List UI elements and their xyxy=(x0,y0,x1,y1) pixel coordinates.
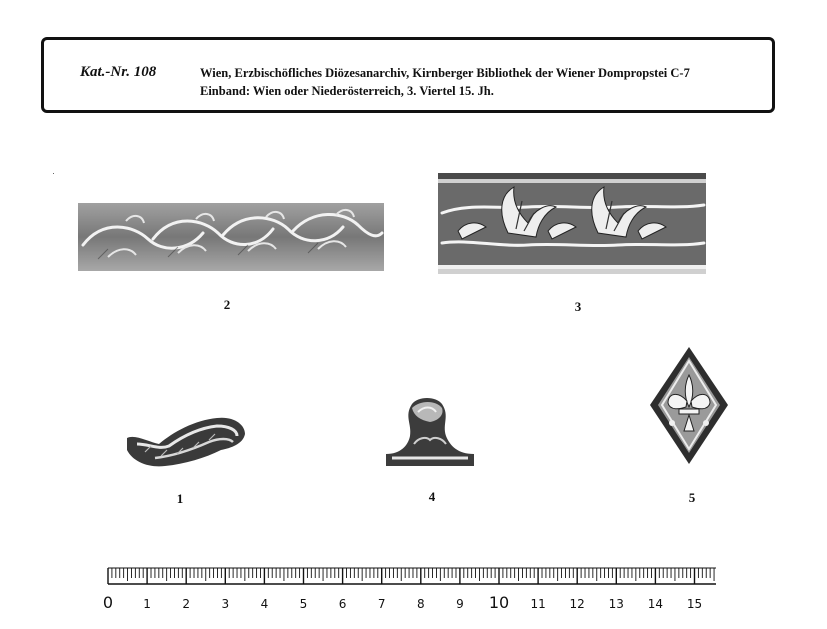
ruler-label: 14 xyxy=(647,597,664,611)
stamp-2-label: 2 xyxy=(223,297,231,312)
stamp-1-label: 1 xyxy=(176,491,184,506)
ruler-label: 3 xyxy=(221,597,230,611)
ruler-label: 12 xyxy=(569,597,585,611)
ruler-label: 10 xyxy=(488,593,510,612)
ruler-scale xyxy=(104,566,720,616)
catalog-number: Kat.-Nr. 108 xyxy=(80,64,157,80)
ruler-label: 2 xyxy=(182,597,191,611)
ruler-label: 5 xyxy=(299,597,308,611)
ruler-label: 6 xyxy=(338,597,347,611)
stamp-3-image xyxy=(438,173,706,274)
ruler-label: 0 xyxy=(102,593,114,612)
ruler-label: 1 xyxy=(143,597,151,611)
ruler-label: 11 xyxy=(530,597,546,611)
catalog-header xyxy=(41,37,775,113)
binding-line: Einband: Wien oder Niederösterreich, 3. Viertel 15. Jh. xyxy=(200,84,494,98)
stamp-3-label: 3 xyxy=(574,299,582,314)
source-line: Wien, Erzbischöfliches Diözesanarchiv, Kirnberger Bibliothek der Wiener Dompropstei C-7 xyxy=(200,66,690,80)
stamp-1-image xyxy=(125,414,248,469)
stamp-5-label: 5 xyxy=(688,490,696,505)
ruler-label: 8 xyxy=(416,597,425,611)
stamp-2-image xyxy=(78,199,384,275)
stamp-4-label: 4 xyxy=(428,489,436,504)
ruler-label: 4 xyxy=(260,597,269,611)
ruler-label: 7 xyxy=(377,597,386,611)
ruler-label: 13 xyxy=(608,597,624,611)
stamp-5-image xyxy=(648,345,730,466)
stamp-4-image xyxy=(384,396,476,468)
ruler-label: 9 xyxy=(456,597,464,611)
ruler-label: 15 xyxy=(686,597,703,611)
speck xyxy=(53,173,54,174)
